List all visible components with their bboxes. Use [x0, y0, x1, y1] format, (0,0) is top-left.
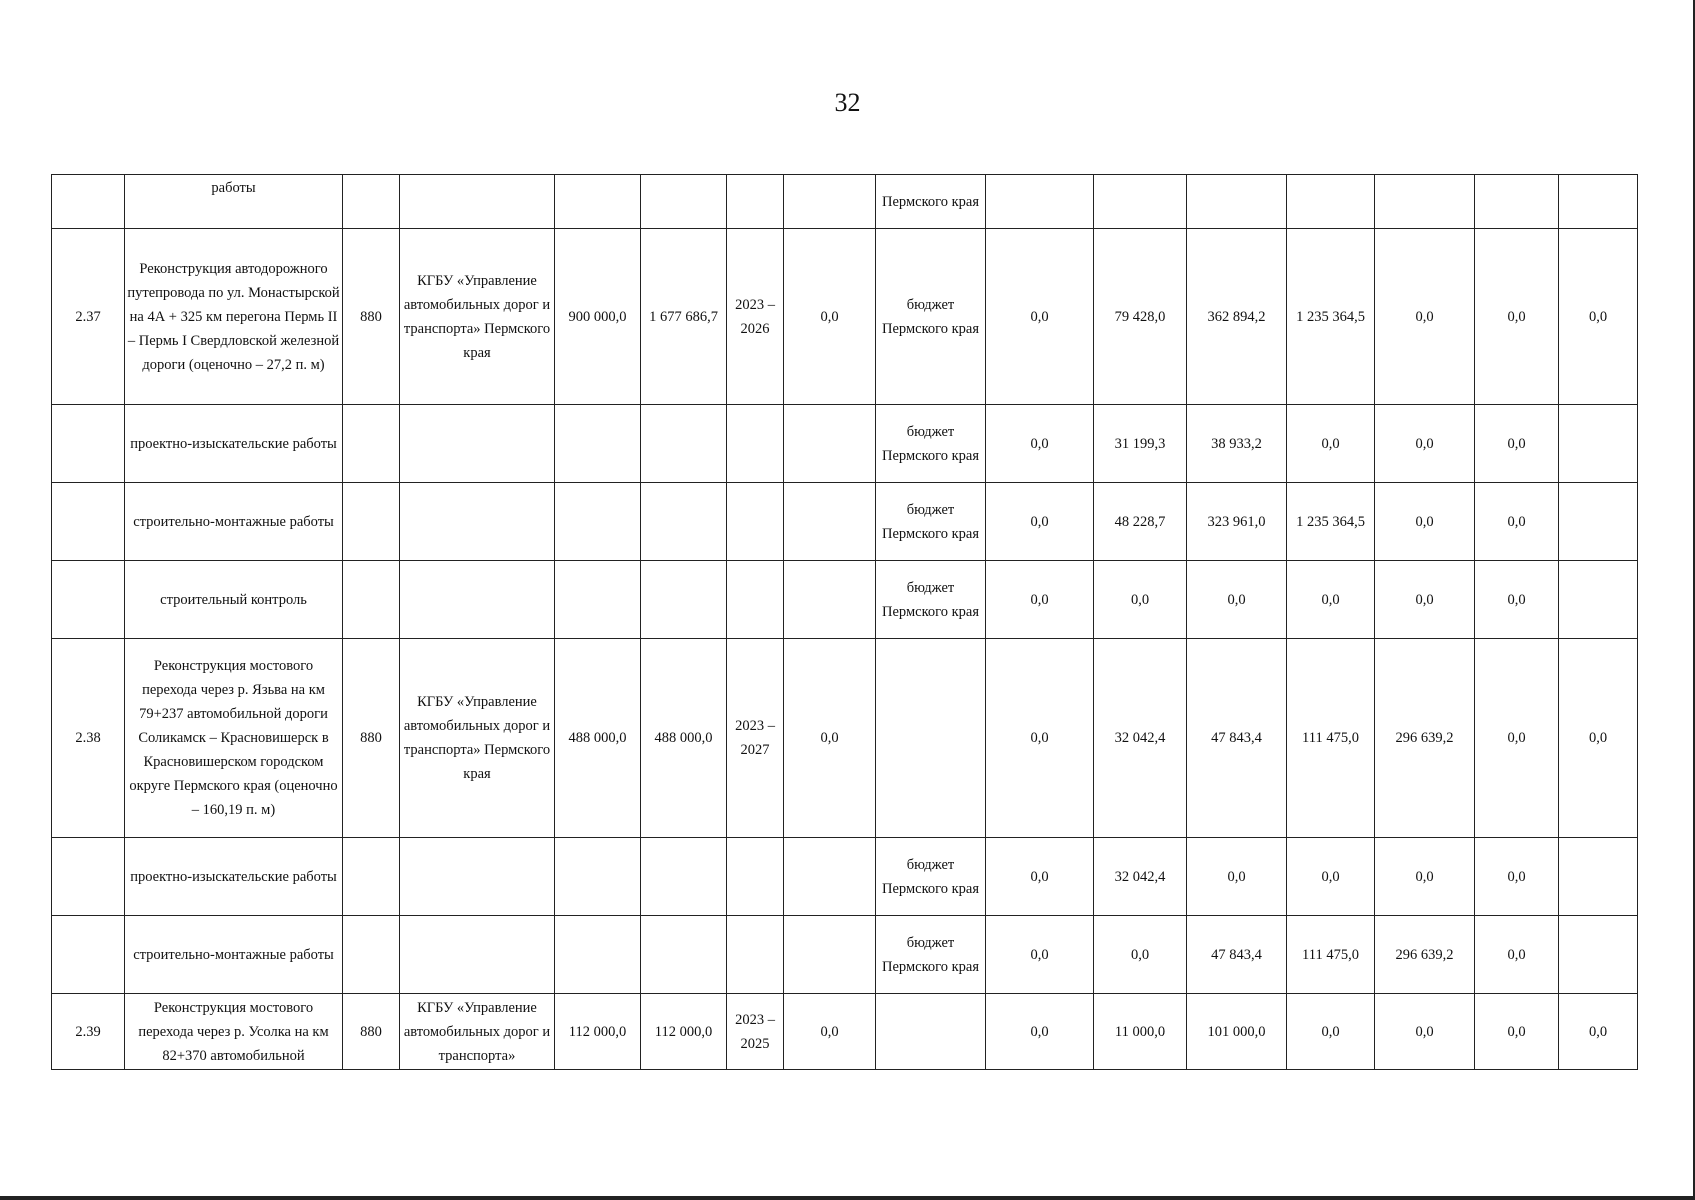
cell-year: 47 843,4 [1187, 916, 1287, 994]
cell-executor [400, 405, 555, 483]
cell-year: 0,0 [1287, 561, 1375, 639]
cell-year: 0,0 [1187, 561, 1287, 639]
cell-code [343, 175, 400, 229]
cell-year: 0,0 [1375, 229, 1475, 405]
cell-name: строительный контроль [125, 561, 343, 639]
cell-name: проектно-изыскательские работы [125, 838, 343, 916]
cell-cost-current [641, 405, 727, 483]
cell-year: 362 894,2 [1187, 229, 1287, 405]
cell-year: 38 933,2 [1187, 405, 1287, 483]
cell-year [1559, 916, 1638, 994]
cell-name: работы [125, 175, 343, 229]
cell-cost-total [555, 405, 641, 483]
cell-year: 0,0 [1475, 838, 1559, 916]
cell-year [1559, 561, 1638, 639]
cell-executor [400, 175, 555, 229]
cell-num: 2.39 [52, 994, 125, 1070]
cell-year: 0,0 [986, 838, 1094, 916]
cell-year: 0,0 [986, 639, 1094, 838]
cell-year: 0,0 [1375, 838, 1475, 916]
cell-year: 296 639,2 [1375, 916, 1475, 994]
scan-edge-bottom [0, 1196, 1695, 1200]
cell-num [52, 561, 125, 639]
cell-year: 0,0 [1475, 916, 1559, 994]
cell-spent [784, 561, 876, 639]
cell-cost-current [641, 175, 727, 229]
cell-year: 0,0 [1287, 405, 1375, 483]
cell-cost-current: 112 000,0 [641, 994, 727, 1070]
cell-code [343, 838, 400, 916]
table-row [52, 561, 1638, 639]
cell-spent [784, 175, 876, 229]
cell-spent [784, 916, 876, 994]
cell-year: 0,0 [1375, 405, 1475, 483]
cell-year: 0,0 [1475, 994, 1559, 1070]
cell-cost-total [555, 483, 641, 561]
cell-spent: 0,0 [784, 639, 876, 838]
cell-year: 11 000,0 [1094, 994, 1187, 1070]
cell-fund: бюджет Пермского края [876, 483, 986, 561]
cell-year: 0,0 [1475, 405, 1559, 483]
cell-spent: 0,0 [784, 229, 876, 405]
cell-cost-total [555, 838, 641, 916]
cell-year: 0,0 [1094, 916, 1187, 994]
cell-executor: КГБУ «Управление автомобильных дорог и транспорта» Пермского края [400, 639, 555, 838]
cell-num [52, 175, 125, 229]
cell-num: 2.38 [52, 639, 125, 838]
cell-period [727, 405, 784, 483]
cell-period: 2023 – 2026 [727, 229, 784, 405]
cell-num [52, 405, 125, 483]
table-row [52, 229, 1638, 405]
cell-year [1375, 175, 1475, 229]
cell-year: 0,0 [1187, 838, 1287, 916]
cell-name: строительно-монтажные работы [125, 916, 343, 994]
cell-code: 880 [343, 639, 400, 838]
cell-num [52, 483, 125, 561]
cell-spent [784, 483, 876, 561]
cell-cost-current: 1 677 686,7 [641, 229, 727, 405]
cell-year: 0,0 [1475, 483, 1559, 561]
cell-year: 101 000,0 [1187, 994, 1287, 1070]
cell-year: 0,0 [1287, 994, 1375, 1070]
cell-year: 0,0 [1375, 561, 1475, 639]
cell-year: 31 199,3 [1094, 405, 1187, 483]
cell-cost-total: 900 000,0 [555, 229, 641, 405]
cell-name: Реконструкция мостового перехода через р. Язьва на км 79+237 автомобильной дороги Соликамск – Красновишерск в Красновишерском городском округе Пермского края (оценочно – 160,19 п. м) [125, 639, 343, 838]
cell-year: 0,0 [1287, 838, 1375, 916]
table-row [52, 639, 1638, 838]
table-row [52, 405, 1638, 483]
cell-year [1559, 838, 1638, 916]
cell-code: 880 [343, 994, 400, 1070]
cell-year: 32 042,4 [1094, 838, 1187, 916]
cell-cost-total [555, 916, 641, 994]
cell-spent [784, 838, 876, 916]
cell-fund [876, 639, 986, 838]
cell-year: 79 428,0 [1094, 229, 1187, 405]
cell-period [727, 483, 784, 561]
cell-year: 0,0 [1475, 639, 1559, 838]
cell-name: проектно-изыскательские работы [125, 405, 343, 483]
cell-spent [784, 405, 876, 483]
cell-name: Реконструкция автодорожного путепровода по ул. Монастырской на 4А + 325 км перегона Пермь II – Пермь I Свердловской железной дороги (оценочно – 27,2 п. м) [125, 229, 343, 405]
cell-year: 0,0 [986, 229, 1094, 405]
cell-cost-current [641, 916, 727, 994]
cell-year: 0,0 [1475, 229, 1559, 405]
cell-year: 0,0 [1475, 561, 1559, 639]
cell-year: 0,0 [986, 561, 1094, 639]
cell-cost-current [641, 838, 727, 916]
cell-code [343, 916, 400, 994]
cell-executor [400, 483, 555, 561]
cell-num [52, 916, 125, 994]
cell-year: 0,0 [1375, 483, 1475, 561]
cell-cost-total: 112 000,0 [555, 994, 641, 1070]
cell-num: 2.37 [52, 229, 125, 405]
program-table [51, 174, 1638, 1070]
cell-year: 0,0 [1559, 639, 1638, 838]
cell-year: 32 042,4 [1094, 639, 1187, 838]
cell-year: 0,0 [1559, 229, 1638, 405]
cell-cost-total [555, 175, 641, 229]
cell-fund [876, 994, 986, 1070]
cell-period [727, 916, 784, 994]
cell-executor: КГБУ «Управление автомобильных дорог и транспорта» Пермского края [400, 229, 555, 405]
cell-executor [400, 561, 555, 639]
cell-cost-current: 488 000,0 [641, 639, 727, 838]
cell-code [343, 561, 400, 639]
cell-year [986, 175, 1094, 229]
cell-year: 0,0 [986, 483, 1094, 561]
cell-name: строительно-монтажные работы [125, 483, 343, 561]
cell-period [727, 838, 784, 916]
cell-period: 2023 – 2027 [727, 639, 784, 838]
cell-code [343, 483, 400, 561]
cell-year: 48 228,7 [1094, 483, 1187, 561]
cell-year [1559, 483, 1638, 561]
cell-cost-current [641, 483, 727, 561]
cell-year [1559, 175, 1638, 229]
cell-fund: Пермского края [876, 175, 986, 229]
cell-name: Реконструкция мостового перехода через р. Усолка на км 82+370 автомобильной [125, 994, 343, 1070]
cell-period: 2023 – 2025 [727, 994, 784, 1070]
cell-executor: КГБУ «Управление автомобильных дорог и транспорта» [400, 994, 555, 1070]
cell-year [1187, 175, 1287, 229]
cell-year [1094, 175, 1187, 229]
cell-spent: 0,0 [784, 994, 876, 1070]
cell-year: 47 843,4 [1187, 639, 1287, 838]
table-row [52, 916, 1638, 994]
cell-fund: бюджет Пермского края [876, 838, 986, 916]
cell-year: 0,0 [986, 916, 1094, 994]
table-row [52, 483, 1638, 561]
cell-year: 1 235 364,5 [1287, 483, 1375, 561]
table-row [52, 994, 1638, 1070]
cell-year: 0,0 [986, 994, 1094, 1070]
cell-executor [400, 838, 555, 916]
cell-code [343, 405, 400, 483]
cell-year [1475, 175, 1559, 229]
cell-executor [400, 916, 555, 994]
table-row [52, 175, 1638, 229]
cell-year: 0,0 [1094, 561, 1187, 639]
cell-year: 111 475,0 [1287, 639, 1375, 838]
cell-year: 111 475,0 [1287, 916, 1375, 994]
table-row [52, 838, 1638, 916]
cell-year: 0,0 [986, 405, 1094, 483]
cell-year: 0,0 [1559, 994, 1638, 1070]
cell-cost-total [555, 561, 641, 639]
cell-year [1559, 405, 1638, 483]
cell-num [52, 838, 125, 916]
cell-code: 880 [343, 229, 400, 405]
cell-cost-total: 488 000,0 [555, 639, 641, 838]
cell-period [727, 561, 784, 639]
cell-fund: бюджет Пермского края [876, 916, 986, 994]
cell-year [1287, 175, 1375, 229]
page-number: 32 [834, 88, 861, 117]
cell-fund: бюджет Пермского края [876, 561, 986, 639]
cell-year: 323 961,0 [1187, 483, 1287, 561]
cell-year: 0,0 [1375, 994, 1475, 1070]
cell-fund: бюджет Пермского края [876, 405, 986, 483]
cell-period [727, 175, 784, 229]
cell-year: 296 639,2 [1375, 639, 1475, 838]
cell-fund: бюджет Пермского края [876, 229, 986, 405]
cell-cost-current [641, 561, 727, 639]
cell-year: 1 235 364,5 [1287, 229, 1375, 405]
